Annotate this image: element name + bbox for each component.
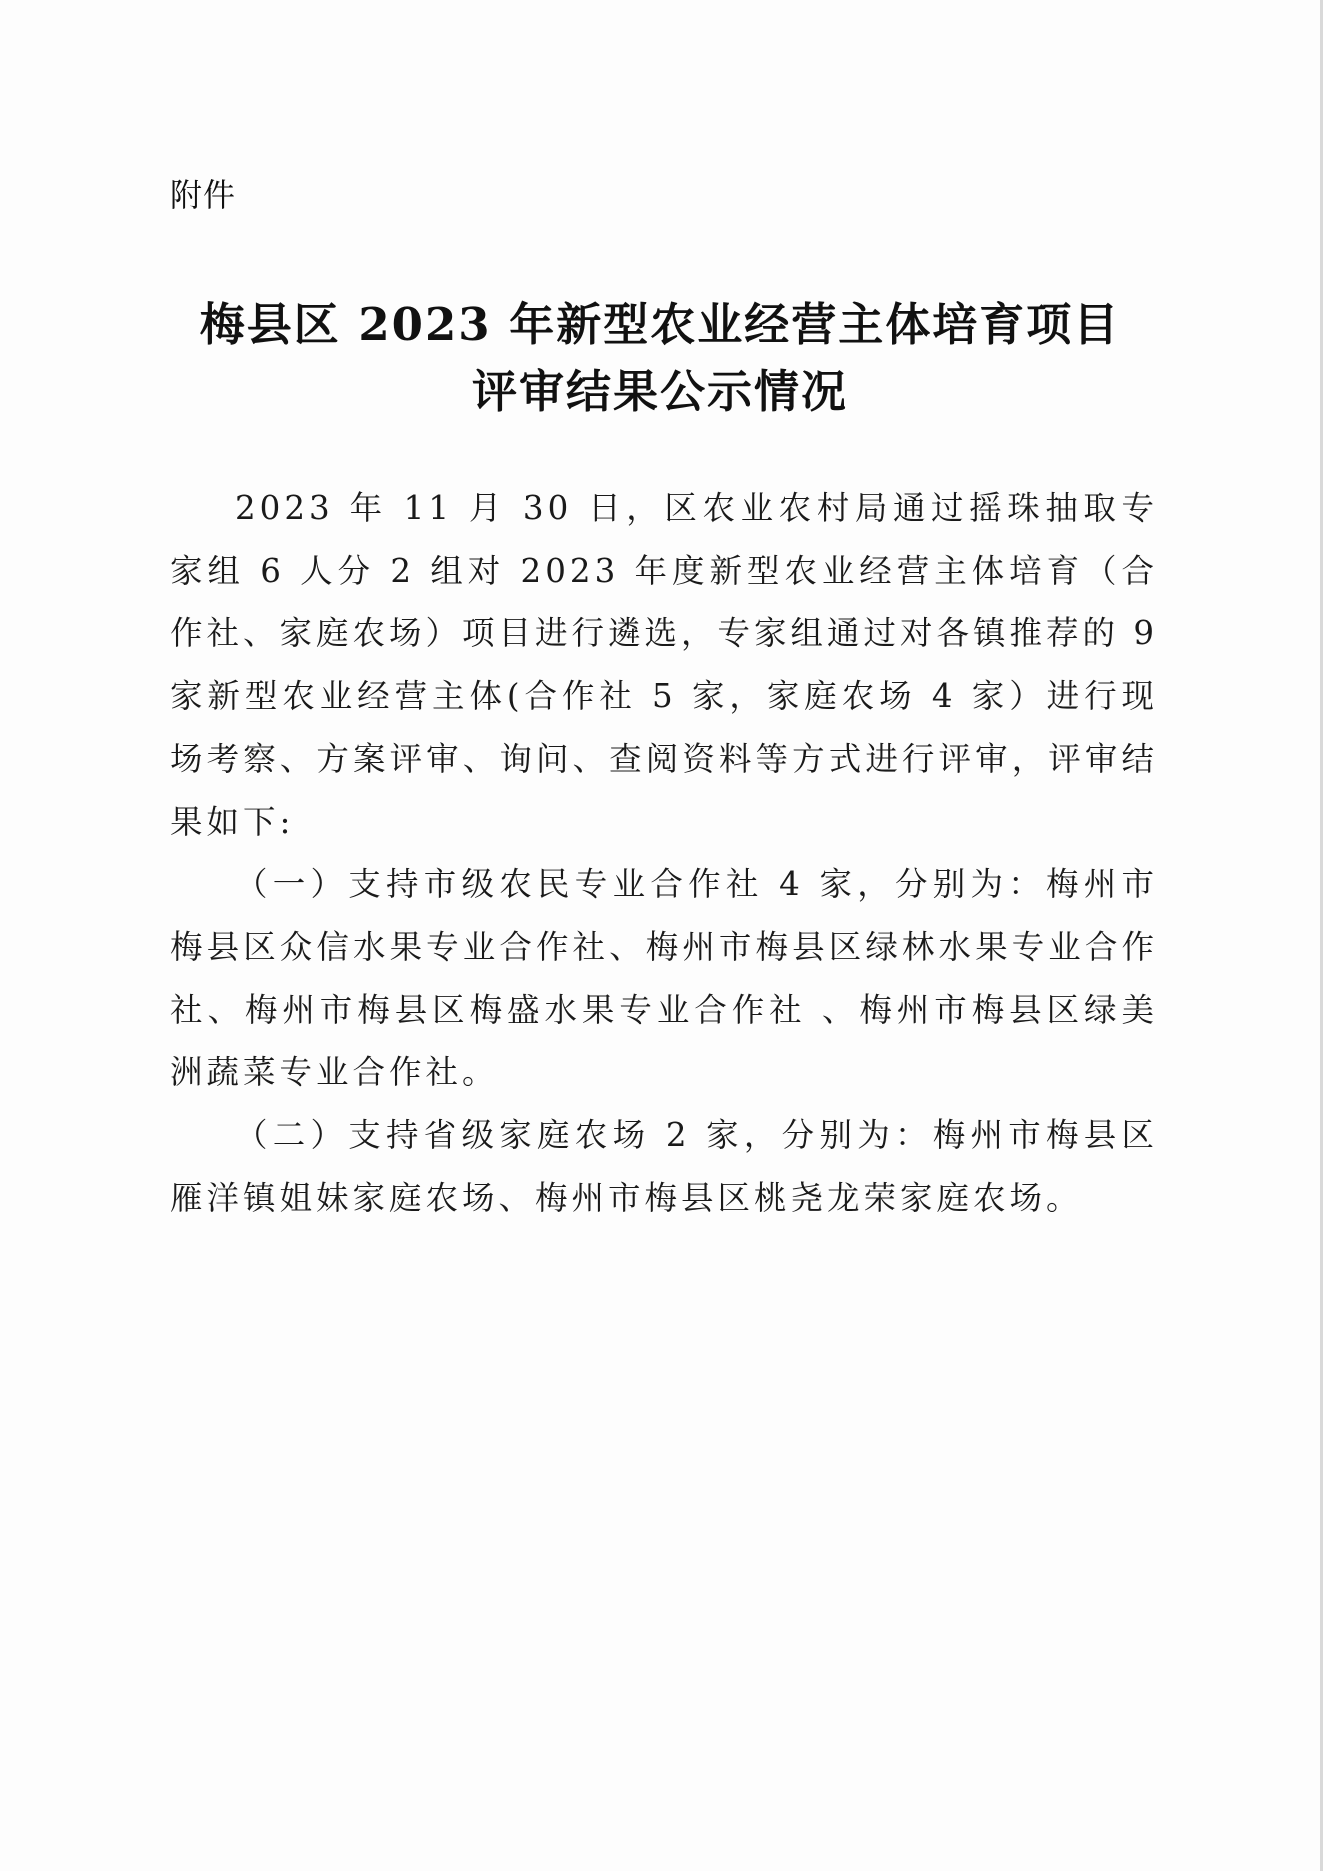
body-paragraph-intro: 2023 年 11 月 30 日，区农业农村局通过摇珠抽取专家组 6 人分 2 组对 2023 年度新型农业经营主体培育（合作社、家庭农场）项目进行遴选，专家组通过对各镇推荐的 9 家新型农业经营主体(合作社 5 家，家庭农场 4 家）进行现场考察、方案评审、询问、查阅资料等方式进行评审，评审结果如下:: [170, 489, 1159, 841]
document-body: [170, 477, 1158, 1229]
attachment-label: 附件: [170, 176, 237, 214]
body-paragraph-family-farms: （二）支持省级家庭农场 2 家，分别为：梅州市梅县区雁洋镇姐妹家庭农场、梅州市梅县区桃尧龙荣家庭农场。: [170, 1116, 1158, 1217]
body-paragraph-cooperatives: （一）支持市级农民专业合作社 4 家，分别为：梅州市梅县区众信水果专业合作社、梅州市梅县区绿林水果专业合作社、梅州市梅县区梅盛水果专业合作社 、梅州市梅县区绿美洲蔬菜专业合作社。: [170, 865, 1158, 1092]
document-title-line-2: 评审结果公示情况: [471, 365, 848, 418]
document-title-line-1: 梅县区 2023 年新型农业经营主体培育项目: [199, 298, 1121, 351]
